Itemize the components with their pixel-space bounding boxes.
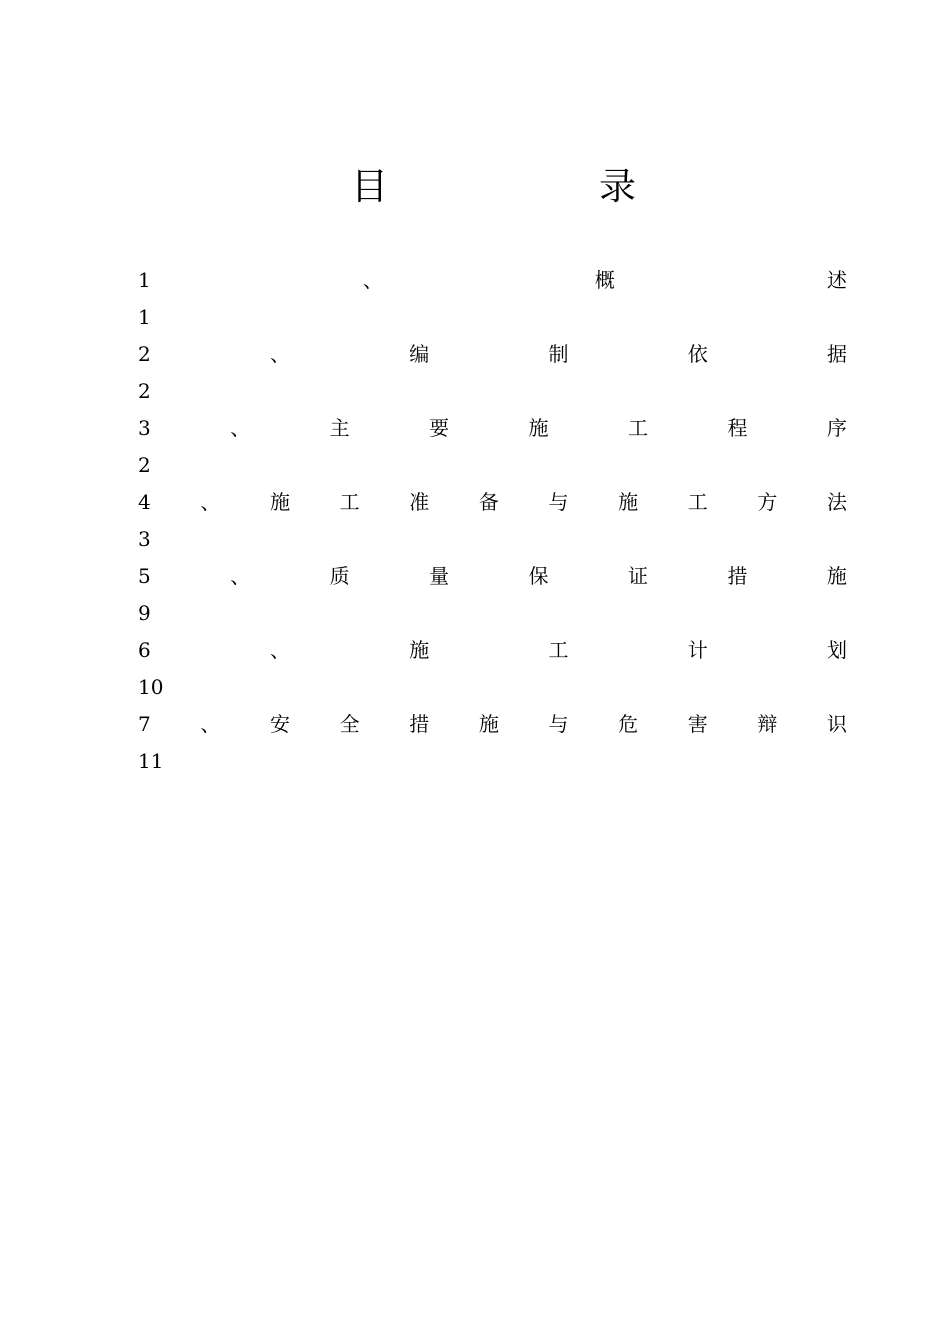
toc-title-part: 概 <box>594 268 615 292</box>
toc-entry-title <box>138 410 847 447</box>
toc-entry-title <box>138 262 847 299</box>
toc-entry-title <box>138 558 847 595</box>
toc-title-part: 计 <box>687 638 708 662</box>
toc-title-part: 、 <box>269 638 290 662</box>
toc-title-part: 序 <box>826 416 847 440</box>
toc-page-number: 10 <box>138 675 164 699</box>
toc-title-part: 依 <box>687 342 708 366</box>
toc-title-part: 、 <box>230 564 251 588</box>
toc-entry-title <box>138 632 847 669</box>
toc-title-part: 准 <box>409 490 430 514</box>
toc-title-part: 备 <box>478 490 499 514</box>
toc-entry[interactable] <box>138 632 847 706</box>
toc-title-part: 与 <box>548 712 569 736</box>
document-title <box>0 162 950 212</box>
toc-title-part: 质 <box>329 564 350 588</box>
toc-title-part: 全 <box>339 712 360 736</box>
toc-title-part: 施 <box>826 564 847 588</box>
toc-title-part: 6 <box>138 638 151 662</box>
toc-entry[interactable] <box>138 558 847 632</box>
toc-title-part: 与 <box>548 490 569 514</box>
toc-title-part: 危 <box>618 712 639 736</box>
toc-title-part: 主 <box>329 416 350 440</box>
toc-title-part: 措 <box>727 564 748 588</box>
toc-page-number: 11 <box>138 749 164 773</box>
toc-entry[interactable] <box>138 706 847 780</box>
toc-title-part: 工 <box>339 490 360 514</box>
toc-title-part: 保 <box>528 564 549 588</box>
toc-title-part: 2 <box>138 342 151 366</box>
toc-title-part: 法 <box>826 490 847 514</box>
toc-title-part: 据 <box>826 342 847 366</box>
toc-title-part: 编 <box>409 342 430 366</box>
toc-page-number: 2 <box>138 453 151 477</box>
toc-title-part: 安 <box>269 712 290 736</box>
toc-title-part: 施 <box>269 490 290 514</box>
toc-title-part: 工 <box>548 638 569 662</box>
toc-title-part: 施 <box>478 712 499 736</box>
toc-entry-title <box>138 336 847 373</box>
toc-title-part: 1 <box>138 268 151 292</box>
toc-title-part: 程 <box>727 416 748 440</box>
toc-title-part: 识 <box>826 712 847 736</box>
toc-title-part: 、 <box>362 268 383 292</box>
toc-entry[interactable] <box>138 336 847 410</box>
toc-title-part: 证 <box>628 564 648 588</box>
toc-title-part: 7 <box>138 712 151 736</box>
toc-title-part: 3 <box>138 416 151 440</box>
toc-entry[interactable] <box>138 410 847 484</box>
toc-title-part: 量 <box>429 564 450 588</box>
toc-title-part: 划 <box>826 638 847 662</box>
toc-entry[interactable] <box>138 262 847 336</box>
toc-title-part: 、 <box>200 712 221 736</box>
toc-title-part: 工 <box>687 490 708 514</box>
table-of-contents <box>138 262 847 780</box>
toc-entry-title <box>138 706 847 743</box>
toc-title-part: 施 <box>409 638 430 662</box>
toc-title-part: 4 <box>138 490 151 514</box>
toc-entry-title <box>138 484 847 521</box>
toc-title-part: 施 <box>528 416 549 440</box>
toc-page-number: 3 <box>138 527 151 551</box>
toc-title-part: 、 <box>269 342 290 366</box>
toc-title-part: 方 <box>757 490 778 514</box>
toc-title-part: 制 <box>548 342 569 366</box>
toc-page-number: 2 <box>138 379 151 403</box>
toc-title-part: 述 <box>826 268 847 292</box>
title-char-1: 目 <box>351 165 388 208</box>
toc-title-part: 辩 <box>757 712 778 736</box>
toc-title-part: 害 <box>687 712 708 736</box>
toc-title-part: 工 <box>628 416 648 440</box>
toc-title-part: 施 <box>618 490 639 514</box>
toc-page-number: 9 <box>138 601 151 625</box>
toc-title-part: 要 <box>429 416 450 440</box>
toc-entry[interactable] <box>138 484 847 558</box>
toc-title-part: 5 <box>138 564 151 588</box>
title-char-2: 录 <box>599 165 636 208</box>
toc-title-part: 措 <box>409 712 430 736</box>
toc-title-part: 、 <box>230 416 251 440</box>
toc-page-number: 1 <box>138 305 151 329</box>
toc-title-part: 、 <box>200 490 221 514</box>
